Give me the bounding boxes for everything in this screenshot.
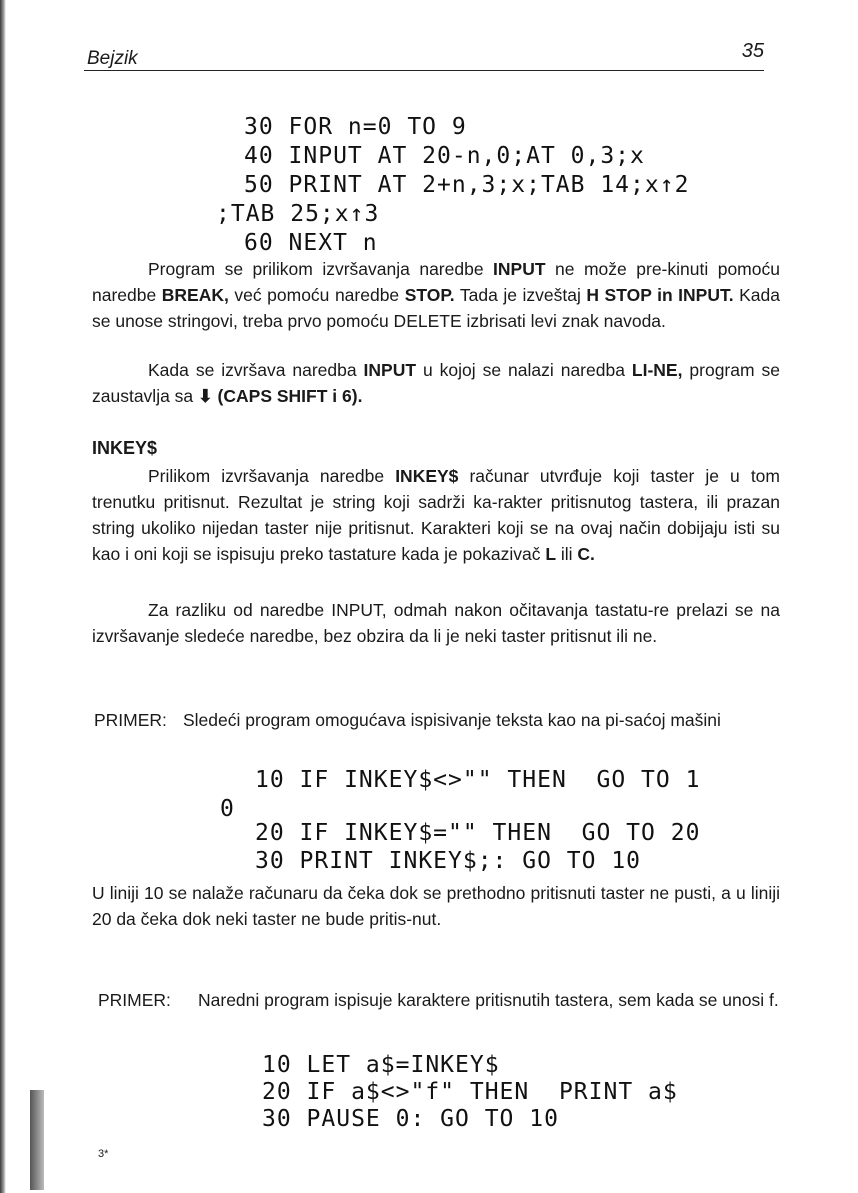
code-line: ;TAB 25;x↑3 <box>216 201 380 227</box>
signature-mark: 3* <box>98 1148 109 1160</box>
code-line: 20 IF a$<>"f" THEN PRINT a$ <box>262 1079 678 1105</box>
code-line: 60 NEXT n <box>244 230 378 256</box>
code-line: 10 IF INKEY$<>"" THEN GO TO 1 <box>255 767 701 793</box>
paragraph-line-explanation: U liniji 10 se nalaže računaru da čeka dok se prethodno pritisnuti taster ne pusti, a u liniji 20 da čeka dok neki taster ne bude pritis-nut. <box>92 883 780 929</box>
code-line: 30 PRINT INKEY$;: GO TO 10 <box>255 848 642 874</box>
example-label: PRIMER: <box>98 990 171 1010</box>
code-line: 10 LET a$=INKEY$ <box>262 1052 500 1078</box>
page-header <box>84 38 764 71</box>
section-heading-inkey: INKEY$ <box>92 438 158 458</box>
example-description: Sledeći program omogućava ispisivanje teksta kao na pi-saćoj mašini <box>183 710 721 730</box>
code-line: 40 INPUT AT 20-n,0;AT 0,3;x <box>244 143 645 169</box>
code-line: 20 IF INKEY$="" THEN GO TO 20 <box>255 820 701 846</box>
paragraph-inkey-description: Prilikom izvršavanja naredbe INKEY$ računar utvrđuje koji taster je u tom trenutku pritisnut. Rezultat je string koji sadrži ka-rakter pritisnutog tastera, ili prazan string ukoliko nijedan taster nije pritisnut. Karakteri koji se na ovaj način dobijaju isti su kao i oni koji se ispisuju preko tastature kada je pokazivač L ili C. <box>92 466 780 564</box>
code-line: 0 <box>220 796 235 822</box>
paragraph-inkey-difference: Za razliku od naredbe INPUT, odmah nakon očitavanja tastatu-re prelazi se na izvršavanje sledeće naredbe, bez obzira da li je neki taster pritisnut ili ne. <box>92 600 780 646</box>
running-title: Bejzik <box>87 48 138 69</box>
code-line: 30 PAUSE 0: GO TO 10 <box>262 1106 559 1132</box>
page-number: 35 <box>741 40 764 62</box>
example-label: PRIMER: <box>94 710 167 730</box>
code-line: 50 PRINT AT 2+n,3;x;TAB 14;x↑2 <box>244 172 690 198</box>
code-line: 30 FOR n=0 TO 9 <box>244 114 467 140</box>
paragraph-input-line: Kada se izvršava naredba INPUT u kojoj se nalazi naredba LI-NE, program se zaustavlja sa ⬇ (CAPS SHIFT i 6). <box>92 360 780 406</box>
binding-shadow <box>0 0 6 1193</box>
example-description: Naredni program ispisuje karaktere pritisnutih tastera, sem kada se unosi f. <box>198 990 779 1010</box>
paragraph-input-break: Program se prilikom izvršavanja naredbe INPUT ne može pre-kinuti pomoću naredbe BREAK, već pomoću naredbe STOP. Tada je izveštaj H STOP in INPUT. Kada se unose stringovi, treba prvo pomoću DELETE izbrisati levi znak navoda. <box>92 259 780 331</box>
binding-shadow-bottom <box>30 1090 44 1190</box>
